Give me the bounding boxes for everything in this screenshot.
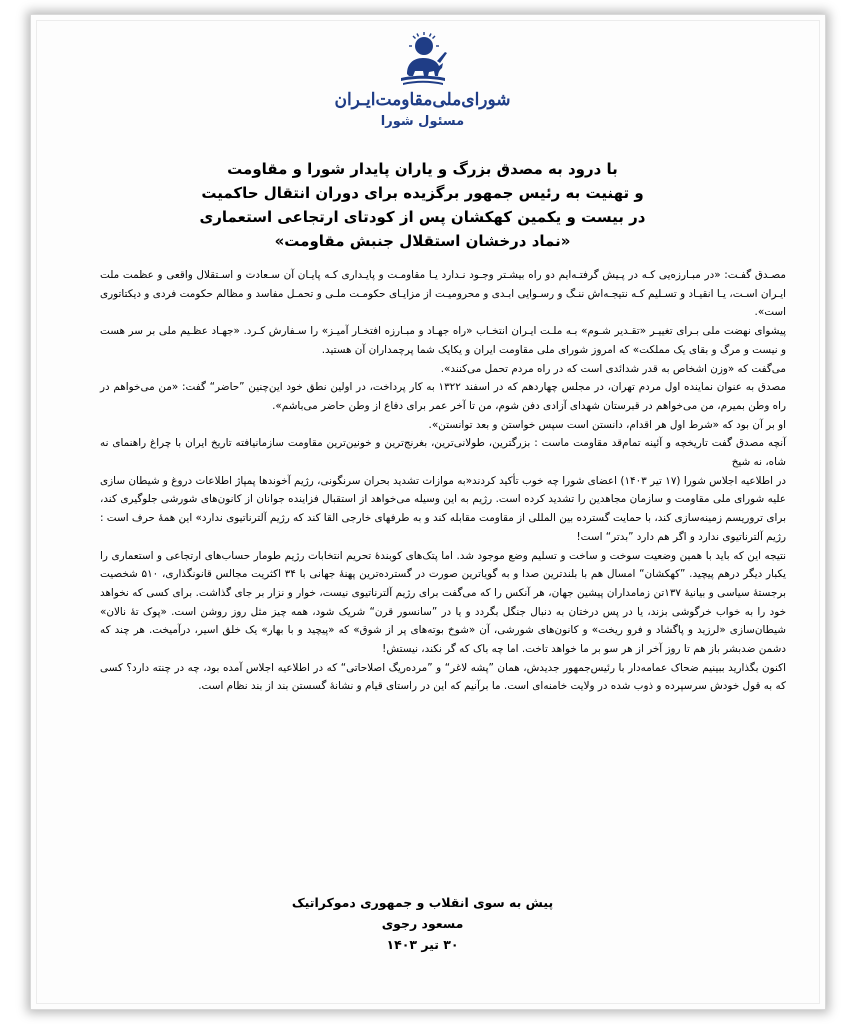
signatory-name: مسعود رجوی — [381, 916, 464, 931]
office-title: مسئول شورا — [380, 114, 465, 129]
organization-name: شورای‌ملی‌مقاومت‌ایـران — [334, 90, 511, 110]
title-line-1: با درود به مصدق بزرگ و یاران پایدار شورا و مقاومت — [227, 160, 618, 178]
paragraph: در اطلاعیه اجلاس شورا (۱۷ تیر ۱۴۰۳) اعضای شورا چه خوب تأکید کردند«به موازات تشدید بحران سرنگونی، رژیم آخوندها پمپاژ اطلاعات دروغ و شیطان سازی علیه شورای ملی مقاومت و سازمان مجاهدین را تشدید کرده است. رژیم به این وسیله می‌خواهد از استقبال فزاینده جوانان از کانون‌های شورشی جلوگیری کند، برای تروریسم زمینه‌سازی کند، با حمایت گسترده بین المللی از مقاومت مقابله کند و به طرفهای خارجی القا کند که رژیم آلترناتیوی ندارد» این همهٔ حرف است : رژیم آلترناتیوی ندارد و اگر هم دارد ”بدتر“ است! — [100, 474, 786, 543]
paragraph: نتیجه این که باید با همین وضعیت سوخت و ساخت و تسلیم وضع موجود شد. اما پتک‌های کوبندهٔ تحریم انتخابات رژیم طومار حساب‌های ارتجاعی و استعماری را یکبار دیگر درهم پیچید. ”کهکشان“ امسال هم با بلندترین صدا و به گویاترین صورت در گسترده‌ترین پهنهٔ جهانی با ۳۴ اکثریت مجالس قانونگذاری، ۵۱۰ شخصیت برجستهٔ سیاسی و بیانیهٔ ۱۳۷تن زمامداران پیشین جهان، هر آنکس را که می‌گفت برای رژیم آلترناتیوی نیست، خوار و نزار بر جای گذاشت. برای کسی که نخواهد خود را به خواب خرگوشی بزند، یا در پس درختان به دنبال جنگل بگردد و یا در ”سانسور قرن“ شریک شود، همه چیز مثل روز روشن است. «پوک تهٔ نالان» شیطان‌سازی «لرزید و پاگشاد و فرو ریخت» و کانون‌های شورشی، آن «شوخ بوته‌های پر از شوق» که «پیچید و با بهار» یک خلق اسیر، درآمیخت. هر چند که دشمن ضدبشر باز هم تا روز آخر از هر سو بر ما خواهد تاخت. اما چه باک که گر نکند، نیستش! — [100, 549, 786, 656]
paragraph: اکنون بگذارید ببینیم ضحاک عمامه‌دار با رئیس‌جمهور جدیدش، همان ”پشه لاغر“ و ”مرده‌ریگ اصلاحاتی“ که در اطلاعیه اجلاس آمده بود، چه در چنته دارد؟ کسی که به قول خودش سرسپرده و ذوب شده در ولایت خامنه‌ای است. ما برآنیم که این در راستای قیام و نشانهٔ گسستن بند از بند نظام است. — [100, 661, 786, 693]
letterhead — [0, 30, 845, 129]
paragraph: می‌گفت که «وزن اشخاص به قدر شدائدی است که در راه مردم تحمل می‌کنند». — [440, 362, 786, 375]
paragraph: مصدق به عنوان نماینده اول مردم تهران، در مجلس چهاردهم که در اسفند ۱۳۲۲ به کار پرداخت، در اولین نطق خود این‌چنین ”حاضر“ گفت: «من می‌خواهم در راه وطن بمیرم، من می‌خواهم در قبرستان شهدای آزادی دفن شوم، من تا آخر عمر برای دفاع از وطن حاضر می‌باشم». — [100, 381, 786, 412]
lion-and-sun-icon — [393, 30, 453, 88]
signature-block — [0, 892, 845, 955]
paragraph: پیشوای نهضت ملی بـرای تغییـر «تقـدیر شـوم» بـه ملـت ایـران انتخـاب «راه جهـاد و مبـارزه افتخـار آمیـز» را سـفارش کـرد. «جهـاد عظـیم ملی بر سر هست و نیست و مرگ و بقای یک مملکت» که امروز شورای ملی مقاومت ایران و یکایک شما پرچمداران آن هستید. — [100, 325, 786, 356]
title-line-4: «نماد درخشان استقلال جنبش مقاومت» — [274, 232, 571, 250]
closing-slogan: پیش به سوی انقلاب و جمهوری دموکراتیک — [291, 895, 554, 910]
paragraph: او بر آن بود که «شرط اول هر اقدام، دانستن است سپس خواستن و بعد توانستن». — [428, 418, 786, 431]
paragraph: مصـدق گفـت: «در مبـارزه‌یی کـه در پـیش گرفتـه‌ایم دو راه بیشـتر وجـود نـدارد یـا مقاومـت و پایـداری کـه پایـان آن سـعادت و اسـتقلال واقعی و عظمت ملت ایـران اسـت، یـا انقیـاد و تسـلیم کـه نتیجـه‌اش ننـگ و رسـوایی ابـدی و محرومیـت از مزایـای حکومـت ملـی و تحمـل مفاسد و مظالم حکومت فردی و دیکتاتوری است». — [100, 269, 786, 319]
title-line-3: در بیست و یکمین کهکشان پس از کودتای ارتجاعی استعماری — [199, 208, 646, 226]
title-line-2: و تهنیت به رئیس جمهور برگزیده برای دوران انتقال حاکمیت — [201, 184, 644, 202]
document-body — [100, 266, 786, 696]
paragraph: آنچه مصدق گفت تاریخچه و آئینه تمام‌قد مقاومت ماست : بزرگترین، طولانی‌ترین، بغرنج‌ترین و خونین‌ترین مقاومت سازمانیافته تاریخ ایران با چراغ راهنمای نه شاه، نه شیخ — [100, 437, 786, 469]
document-title — [80, 157, 765, 253]
document-date: ۳۰ تیر ۱۴۰۳ — [386, 937, 459, 952]
